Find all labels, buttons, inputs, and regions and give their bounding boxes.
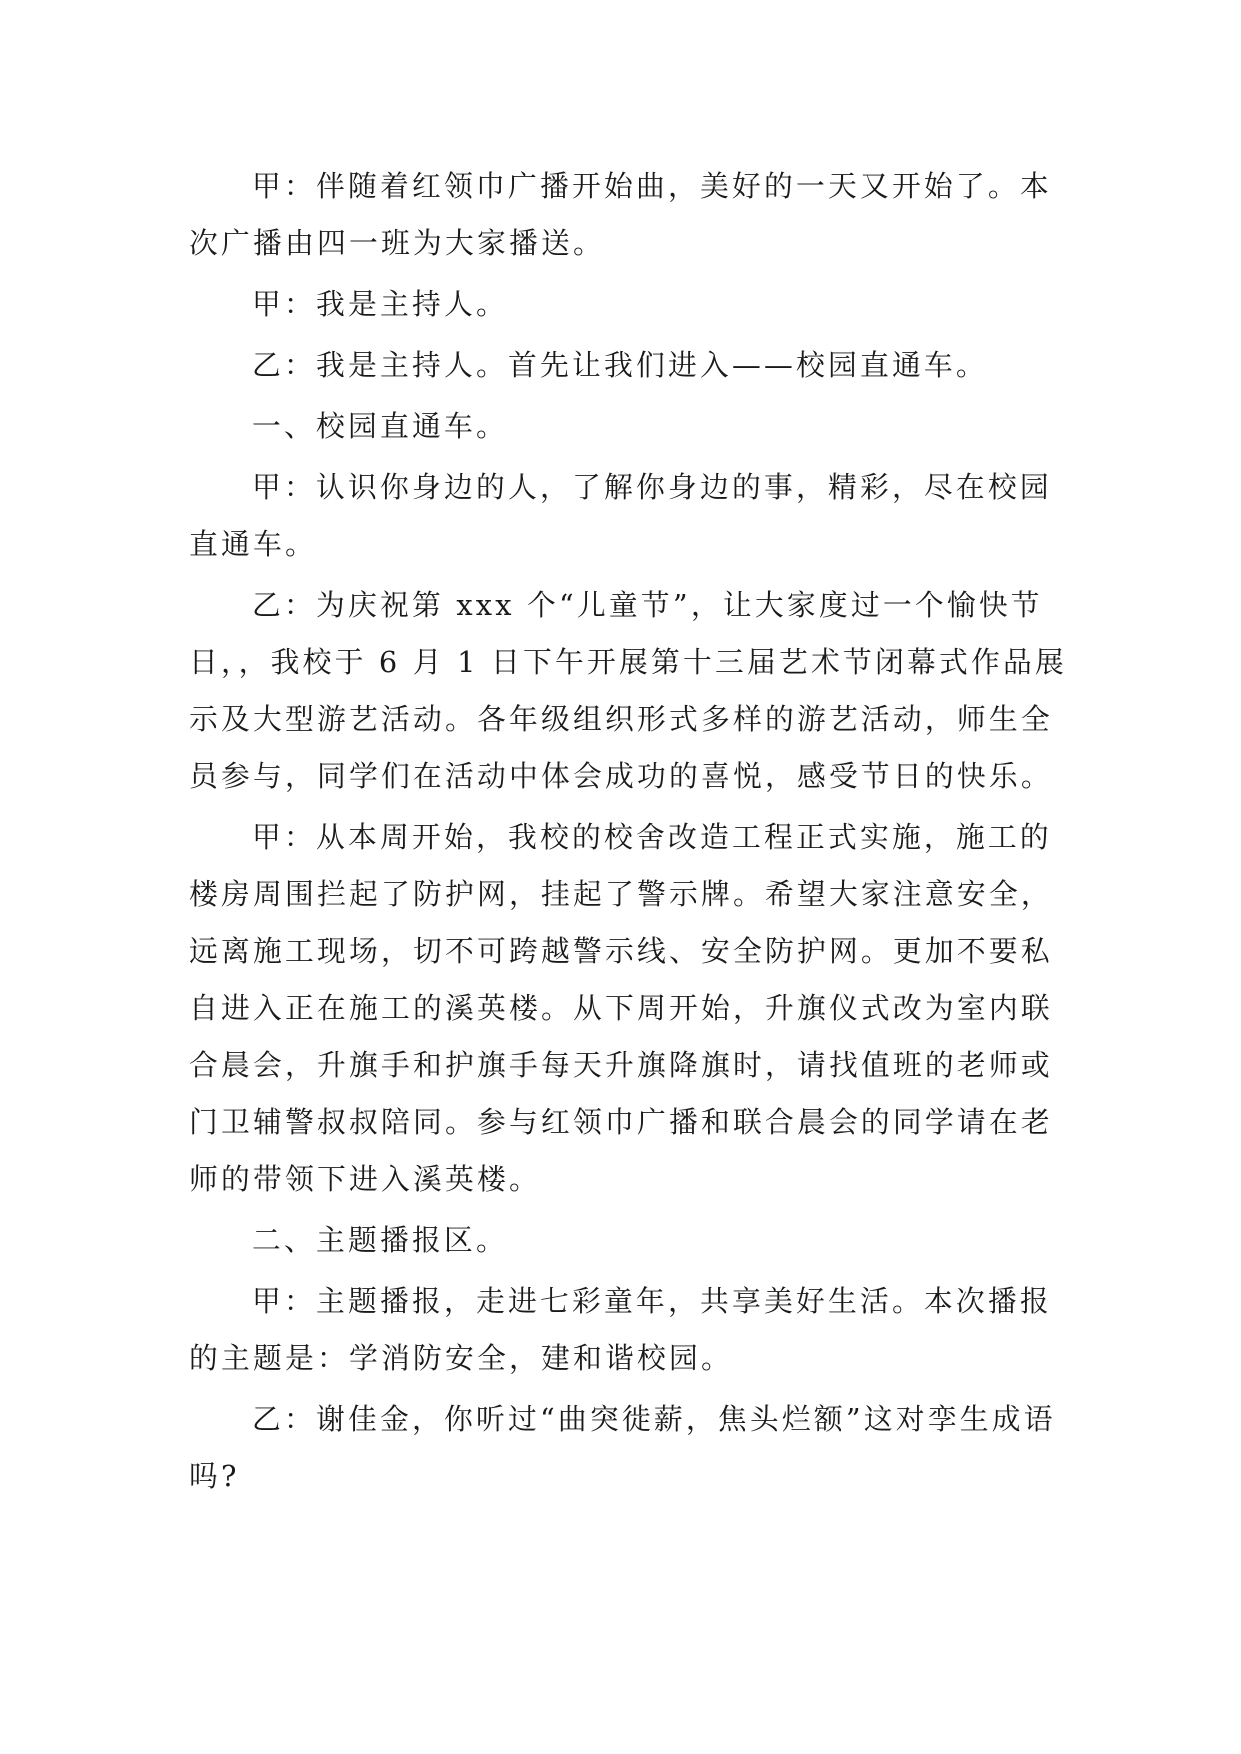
paragraph-3: 乙：我是主持人。首先让我们进入——校园直通车。 [252,348,988,382]
section-heading-1: 一、校园直通车。 [252,409,508,443]
paragraph-1: 甲：伴随着红领巾广播开始曲，美好的一天又开始了。本次广播由四一班为大家播送。 [189,169,1052,260]
paragraph-10: 乙：谢佳金，你听过“曲突徙薪，焦头烂额”这对孪生成语吗? [189,1402,1056,1493]
paragraph-5: 甲：认识你身边的人，了解你身边的事，精彩，尽在校园直通车。 [189,470,1052,561]
paragraph-2: 甲：我是主持人。 [252,287,508,321]
section-heading-2: 二、主题播报区。 [252,1223,508,1257]
paragraph-9: 甲：主题播报，走进七彩童年，共享美好生活。本次播报的主题是：学消防安全，建和谐校园。 [189,1284,1052,1375]
paragraph-6: 乙：为庆祝第 xxx 个“儿童节”，让大家度过一个愉快节日，，我校于 6 月 1 日下午开展第十三届艺术节闭幕式作品展示及大型游艺活动。各年级组织形式多样的游艺活动，师生全员参与，同学们在活动中体会成功的喜悦，感受节日的快乐。 [189,588,1067,793]
paragraph-7: 甲：从本周开始，我校的校舍改造工程正式实施，施工的楼房周围拦起了防护网，挂起了警示牌。希望大家注意安全，远离施工现场，切不可跨越警示线、安全防护网。更加不要私自进入正在施工的溪英楼。从下周开始，升旗仪式改为室内联合晨会，升旗手和护旗手每天升旗降旗时，请找值班的老师或门卫辅警叔叔陪同。参与红领巾广播和联合晨会的同学请在老师的带领下进入溪英楼。 [189,820,1053,1196]
document-body [189,158,1073,1509]
